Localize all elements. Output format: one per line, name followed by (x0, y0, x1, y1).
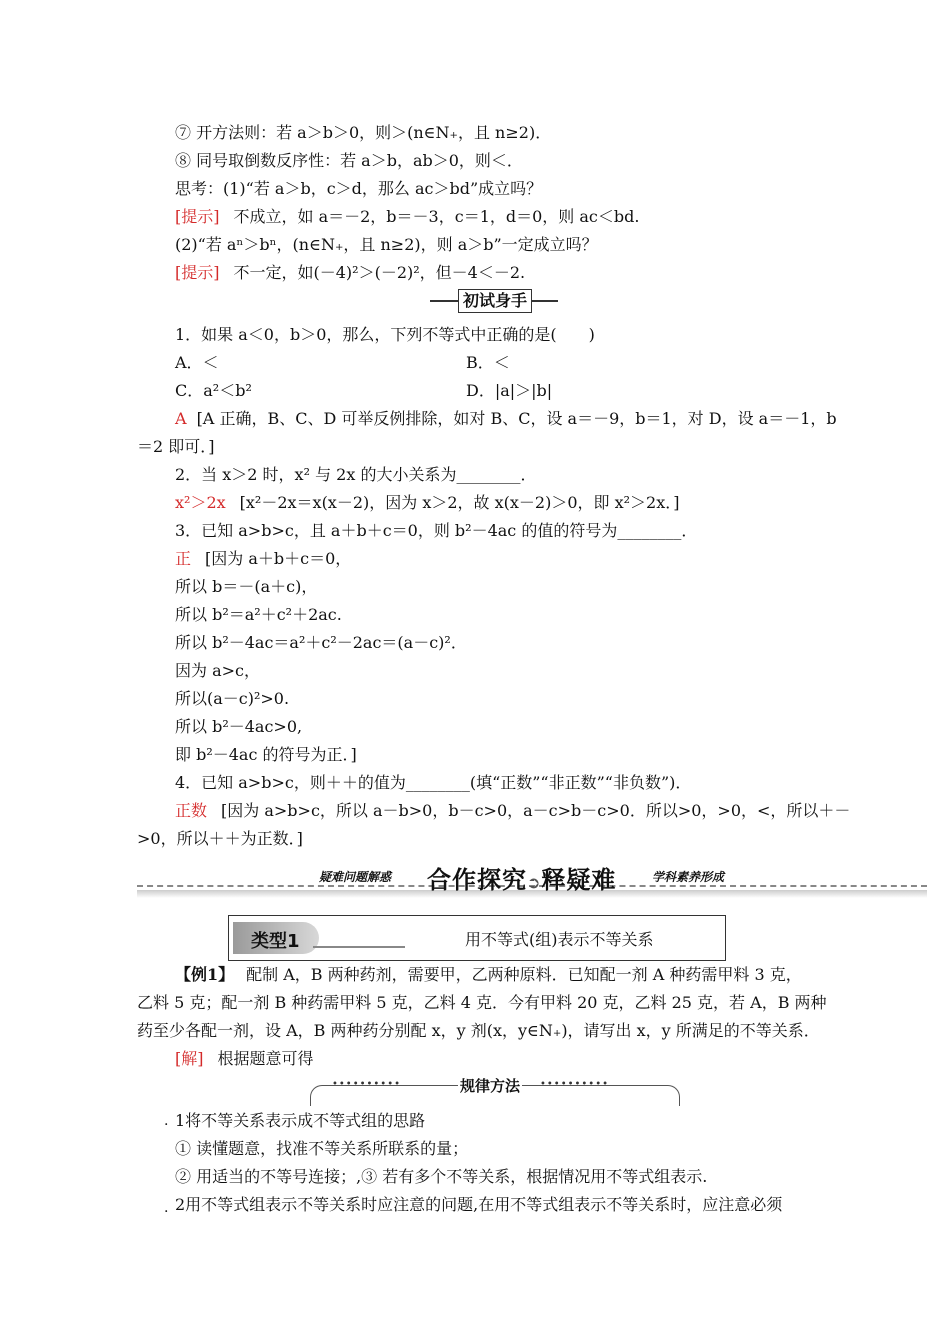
q3-step: 因为 a>c， (175, 661, 260, 680)
arrow-icon: ➲ (527, 873, 542, 892)
rule-7: ⑦ 开方法则：若 a＞b＞0，则＞(n∈N₊，且 n≥2)． (175, 123, 552, 142)
q1-option-b: B．＜ (466, 353, 510, 372)
hint-tag: [提示] (175, 263, 220, 282)
hint-text: 不一定，如(－4)²＞(－2)²，但－4＜－2. (233, 263, 526, 282)
solution-text: 根据题意可得 (217, 1049, 314, 1068)
rule-2: 2用不等式组表示不等关系时应注意的问题,在用不等式组表示不等关系时，应注意必须 (175, 1195, 783, 1214)
think-1: 思考：(1)“若 a＞b，c＞d，那么 ac＞bd”成立吗？ (175, 179, 543, 198)
think-2: (2)“若 aⁿ＞bⁿ，(n∈N₊，且 n≥2)，则 a＞b”一定成立吗？ (175, 235, 598, 254)
section-title-sub: 释疑难 (541, 866, 617, 894)
q4-solution-text: [因为 a>b>c，所以 a－b>0，b－c>0，a－c>b－c>0．所以>0，>0，<，所以＋－ (221, 801, 851, 820)
q3-step: 所以 b²－4ac>0, (175, 717, 303, 736)
rule-8: ⑧ 同号取倒数反序性：若 a＞b，ab＞0，则＜． (175, 151, 523, 170)
method-header (310, 1075, 680, 1103)
banner-title: 初试身手 (458, 289, 532, 313)
q4-solution (175, 801, 850, 821)
q3-answer: 正 (175, 549, 192, 568)
q3-step: 即 b²－4ac 的符号为正．] (175, 745, 357, 764)
q2-solution-text: [x²－2x＝x(x－2)，因为 x＞2，故 x(x－2)＞0，即 x²＞2x．] (239, 493, 680, 512)
hint-tag: [提示] (175, 207, 220, 226)
rule-1: 1将不等关系表示成不等式组的思路 (175, 1111, 426, 1130)
q1-option-c: C．a²＜b² (175, 381, 252, 400)
type-title: 用不等式(组)表示不等关系 (465, 930, 654, 949)
example-line-2: 乙料 5 克；配一剂 B 种药需甲料 5 克，乙料 4 克．今有甲料 20 克，乙料 25 克，若 A，B 两种 (137, 993, 827, 1012)
q3-step: 所以(a－c)²>0. (175, 689, 290, 708)
section-title (427, 860, 616, 895)
q1-option-a: A．＜ (175, 353, 219, 372)
hint-text: 不成立，如 a＝－2，b＝－3，c＝1，d＝0，则 ac＜bd. (233, 207, 640, 226)
q2-solution (175, 493, 680, 513)
q3-step: 所以 b＝－(a＋c)， (175, 577, 318, 596)
bullet-dot-icon: . (164, 1200, 169, 1216)
section-left-caption: 疑难问题解惑 (319, 870, 392, 884)
type-label: 类型1 (251, 931, 300, 952)
method-label: 规律方法 (460, 1077, 521, 1095)
bullet-dot-icon: . (164, 1113, 169, 1129)
q4-answer: 正数 (175, 801, 208, 820)
type-box (228, 915, 726, 961)
type-tag-line (313, 946, 405, 948)
section-right-caption: 学科素养形成 (652, 870, 725, 884)
example-line-1 (175, 965, 802, 985)
solution-tag: [解] (175, 1049, 204, 1068)
q1-solution (175, 409, 837, 429)
q4-stem: 4．已知 a>b>c，则＋＋的值为________(填“正数”“非正数”“非负数”)． (175, 773, 692, 792)
example-tag: 【例1】 (175, 965, 235, 984)
q1-answer: A (175, 409, 187, 428)
example-solution (175, 1049, 314, 1069)
q3-step: [因为 a＋b＋c＝0， (205, 549, 352, 568)
type-tag (233, 922, 405, 954)
section-title-main: 合作探究 (427, 866, 527, 894)
hint-1 (175, 207, 639, 227)
example-text: 配制 A，B 两种药剂，需要甲，乙两种原料．已知配一剂 A 种药需甲料 3 克， (246, 965, 802, 984)
q3-step: 所以 b²＝a²＋c²＋2ac. (175, 605, 342, 624)
rule-1-step-2: ② 用适当的不等号连接；,③ 若有多个不等关系，根据情况用不等式组表示. (175, 1167, 708, 1186)
q2-answer: x²＞2x (175, 493, 226, 512)
example-line-3: 药至少各配一剂，设 A，B 两种药分别配 x，y 剂(x，y∈N₊)，请写出 x，y 所满足的不等关系． (137, 1021, 820, 1040)
q3-stem: 3．已知 a>b>c，且 a＋b＋c＝0，则 b²－4ac 的值的符号为________． (175, 521, 698, 540)
section-header (137, 860, 927, 900)
q1-stem: 1．如果 a＜0，b＞0，那么，下列不等式中正确的是( ) (175, 325, 595, 344)
rule-1-step-1: ① 读懂题意，找准不等关系所联系的量； (175, 1139, 469, 1158)
hint-2 (175, 263, 525, 283)
method-dots-right: •••••••••• (540, 1079, 609, 1090)
method-dots-left: •••••••••• (332, 1079, 401, 1090)
q1-solution-text: [A 正确，B、C、D 可举反例排除，如对 B、C，设 a＝－9，b＝1，对 D，设 a＝－1，b (196, 409, 837, 428)
q3-solution (175, 549, 351, 569)
q1-solution-cont: ＝2 即可．] (137, 437, 215, 456)
q4-solution-cont: >0，所以＋＋为正数．] (137, 829, 303, 848)
q3-step: 所以 b²－4ac＝a²＋c²－2ac＝(a－c)²． (175, 633, 467, 652)
trial-banner (430, 289, 558, 313)
q1-option-d: D．|a|＞|b| (466, 381, 553, 400)
q2-stem: 2．当 x＞2 时，x² 与 2x 的大小关系为________． (175, 465, 537, 484)
